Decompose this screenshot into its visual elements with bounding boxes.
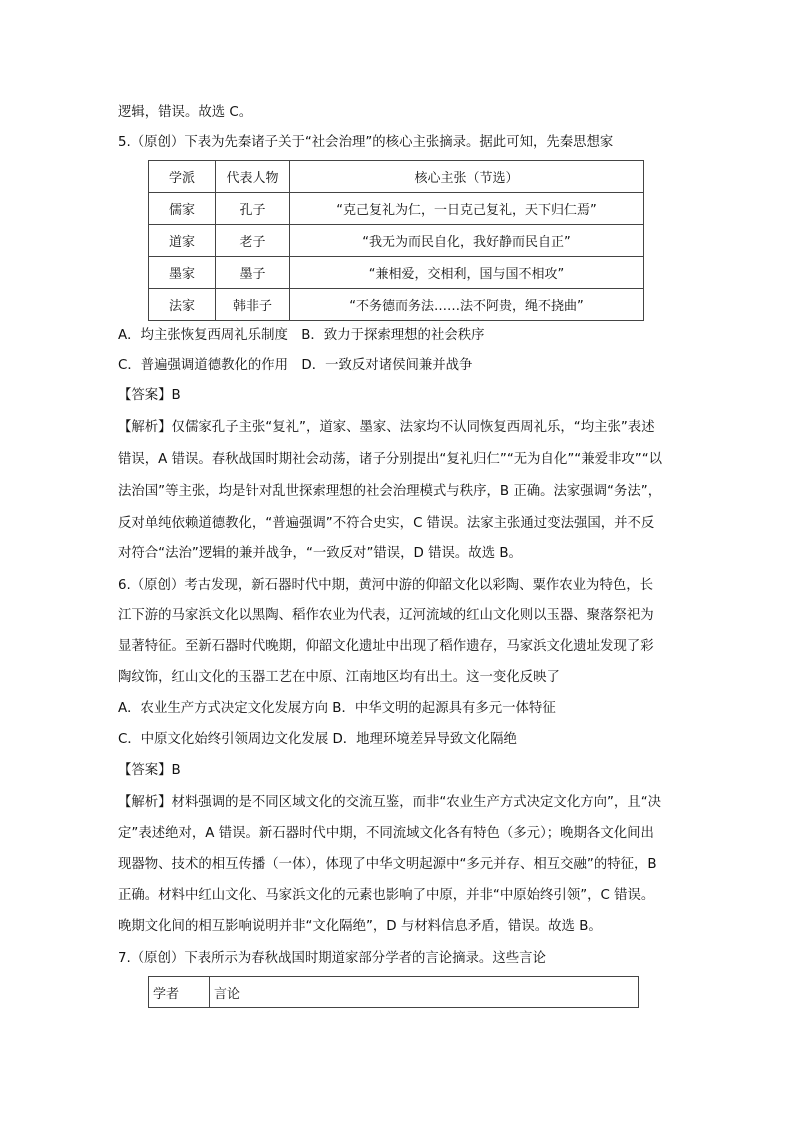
table-header-cell: 学者 — [149, 977, 210, 1008]
analysis-line: 法治国”等主张，均是针对乱世探索理想的社会治理模式与秩序，B 正确。法家强调“务法”， — [118, 484, 662, 499]
table-row — [149, 289, 644, 321]
table-cell: 道家 — [149, 225, 216, 257]
option-line: A．农业生产方式决定文化发展方向 B．中华文明的起源具有多元一体特征 — [118, 701, 556, 716]
question-6-stem: 江下游的马家浜文化以黑陶、稻作农业为代表，辽河流域的红山文化则以玉器、聚落祭祀为 — [118, 608, 654, 623]
analysis-line: 错误，A 错误。春秋战国时期社会动荡，诸子分别提出“复礼归仁”“无为自化”“兼爱非攻”“以 — [118, 452, 663, 467]
option-line: C．中原文化始终引领周边文化发展 D．地理环境差异导致文化隔绝 — [118, 732, 517, 747]
option-line: C．普遍强调道德教化的作用 D．一致反对诸侯间兼并战争 — [118, 358, 473, 373]
question-7-stem: 7.（原创）下表所示为春秋战国时期道家部分学者的言论摘录。这些言论 — [118, 951, 546, 966]
question-5-stem: 5.（原创）下表为先秦诸子关于“社会治理”的核心主张摘录。据此可知，先秦思想家 — [118, 135, 614, 150]
analysis-line: 对符合“法治”逻辑的兼并战争，“一致反对”错误，D 错误。故选 B。 — [118, 546, 522, 561]
table-row — [149, 225, 644, 257]
table-cell: 韩非子 — [216, 289, 290, 321]
table-cell: “我无为而民自化，我好静而民自正” — [290, 225, 644, 257]
analysis-line: 现器物、技术的相互传播（一体），体现了中华文明起源中“多元并存、相互交融”的特征，B — [118, 857, 657, 872]
table-cell: 老子 — [216, 225, 290, 257]
answer-label: 【答案】B — [118, 388, 181, 403]
table-cell: “兼相爱，交相利，国与国不相攻” — [290, 257, 644, 289]
table-header-cell: 代表人物 — [216, 161, 290, 193]
question-6-stem: 陶纹饰，红山文化的玉器工艺在中原、江南地区均有出土。这一变化反映了 — [118, 670, 560, 685]
table-header-row — [149, 977, 639, 1008]
answer-label: 【答案】B — [118, 763, 181, 778]
text-line: 逻辑，错误。故选 C。 — [118, 105, 253, 120]
analysis-line: 反对单纯依赖道德教化，“普遍强调”不符合史实，C 错误。法家主张通过变法强国，并不反 — [118, 516, 655, 531]
table-header-cell: 学派 — [149, 161, 216, 193]
table-header-cell: 核心主张（节选） — [290, 161, 644, 193]
thinkers-table — [148, 160, 644, 321]
table-cell: 孔子 — [216, 193, 290, 225]
analysis-line: 【解析】仅儒家孔子主张“复礼”，道家、墨家、法家均不认同恢复西周礼乐，“均主张”表述 — [118, 420, 655, 435]
question-6-stem: 显著特征。至新石器时代晚期，仰韶文化遗址中出现了稻作遗存，马家浜文化遗址发现了彩 — [118, 639, 654, 654]
scholars-table — [148, 976, 639, 1008]
table-header-cell: 言论 — [210, 977, 639, 1008]
question-6-stem: 6.（原创）考古发现，新石器时代中期，黄河中游的仰韶文化以彩陶、粟作农业为特色，长 — [118, 578, 654, 593]
analysis-line: 晚期文化间的相互影响说明并非“文化隔绝”，D 与材料信息矛盾，错误。故选 B。 — [118, 919, 602, 934]
table-cell: “克己复礼为仁，一日克己复礼，天下归仁焉” — [290, 193, 644, 225]
analysis-line: 定”表述绝对，A 错误。新石器时代中期，不同流域文化各有特色（多元）；晚期各文化间出 — [118, 826, 654, 841]
table-cell: 墨家 — [149, 257, 216, 289]
table-row — [149, 257, 644, 289]
table-header-row — [149, 161, 644, 193]
table-cell: 墨子 — [216, 257, 290, 289]
analysis-line: 【解析】材料强调的是不同区域文化的交流互鉴，而非“农业生产方式决定文化方向”，且“决 — [118, 795, 662, 810]
table-row — [149, 193, 644, 225]
option-line: A．均主张恢复西周礼乐制度 B．致力于探索理想的社会秩序 — [118, 328, 485, 343]
table-cell: “不务德而务法……法不阿贵，绳不挠曲” — [290, 289, 644, 321]
analysis-line: 正确。材料中红山文化、马家浜文化的元素也影响了中原，并非“中原始终引领”，C 错误。 — [118, 888, 655, 903]
table-cell: 法家 — [149, 289, 216, 321]
table-cell: 儒家 — [149, 193, 216, 225]
